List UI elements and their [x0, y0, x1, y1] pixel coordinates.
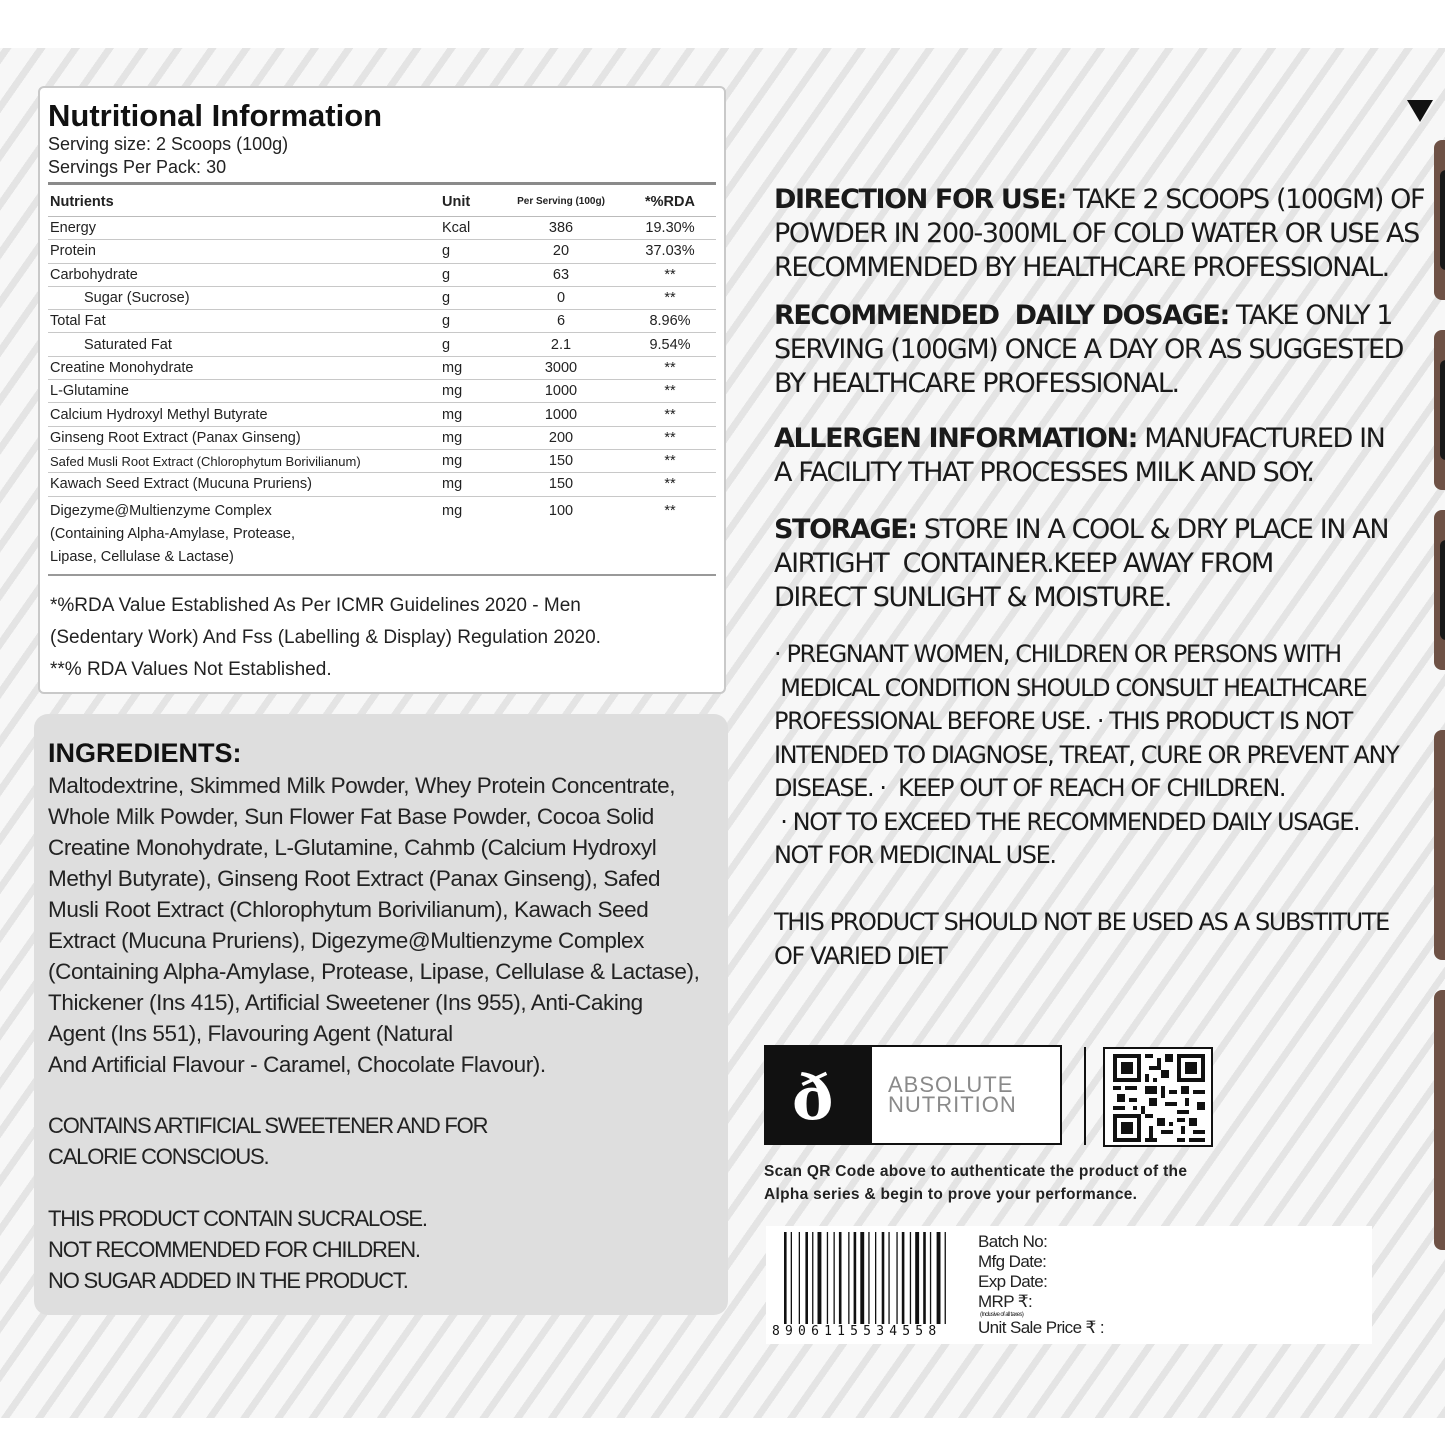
nutrient-value: 20 [498, 240, 622, 263]
brand-mark [766, 1047, 872, 1143]
footnote-line: *%RDA Value Established As Per ICMR Guidelines 2020 - Men [50, 595, 581, 616]
table-row [48, 380, 716, 403]
side-tab [1434, 140, 1445, 300]
sweetener-note [48, 1110, 487, 1172]
nutrient-name: Ginseng Root Extract (Panax Ginseng) [48, 426, 440, 449]
section-text: STORE IN A COOL & DRY PLACE IN AN [916, 514, 1389, 545]
brand-name-line: ABSOLUTE [888, 1072, 1014, 1097]
nutrient-rda: ** [622, 426, 716, 449]
section-text: BY HEALTHCARE PROFESSIONAL. [774, 368, 1179, 399]
nutrient-value: 3000 [498, 356, 622, 379]
nutrient-unit: g [440, 310, 498, 333]
divider [48, 574, 716, 576]
nutrient-name: Creatine Monohydrate [48, 356, 440, 379]
nutrient-value: 2.1 [498, 333, 622, 356]
nutrient-rda: 37.03% [622, 240, 716, 263]
nutrient-unit: g [440, 263, 498, 286]
nutrient-unit: mg [440, 356, 498, 379]
table-row [48, 286, 716, 309]
nutrient-rda: ** [622, 403, 716, 426]
table-row [48, 496, 716, 570]
footnote-line: **% RDA Values Not Established. [50, 659, 332, 680]
nutrition-table [48, 188, 716, 570]
section-text: RECOMMENDED BY HEALTHCARE PROFESSIONAL. [774, 252, 1389, 283]
section-text: A FACILITY THAT PROCESSES MILK AND SOY. [774, 457, 1314, 488]
storage [774, 513, 1388, 615]
nutrient-name: Carbohydrate [48, 263, 440, 286]
warning-line: NOT FOR MEDICINAL USE. [774, 841, 1056, 869]
divider [48, 182, 716, 185]
nutrient-rda: 8.96% [622, 310, 716, 333]
sucralose-note [48, 1203, 427, 1296]
divider [1084, 1047, 1086, 1145]
ingredients-panel [34, 714, 728, 1315]
warning-line: DISEASE. · KEEP OUT OF REACH OF CHILDREN. [774, 774, 1286, 802]
ingredients-line: Agent (Ins 551), Flavouring Agent (Natural [48, 1021, 453, 1046]
nutrient-rda: 9.54% [622, 333, 716, 356]
nutrient-name: Saturated Fat [48, 333, 440, 356]
nutrient-unit: g [440, 286, 498, 309]
nutrient-rda: ** [622, 380, 716, 403]
ingredients-line: And Artificial Flavour - Caramel, Chocolate Flavour). [48, 1052, 546, 1077]
mrp-label: MRP ₹: [978, 1292, 1033, 1311]
warning-line: INTENDED TO DIAGNOSE, TREAT, CURE OR PREVENT ANY [774, 740, 1399, 769]
nutrient-unit: g [440, 240, 498, 263]
nutrient-rda: ** [622, 263, 716, 286]
section-text: MANUFACTURED IN [1137, 423, 1385, 454]
nutrient-value: 150 [498, 473, 622, 496]
daily-dosage [774, 299, 1403, 401]
notice-line: THIS PRODUCT SHOULD NOT BE USED AS A SUBSTITUTE [774, 908, 1389, 936]
nutrient-name: Calcium Hydroxyl Methyl Butyrate [48, 403, 440, 426]
barcode-box [766, 1226, 1372, 1344]
nutrient-unit: mg [440, 473, 498, 496]
ingredients-line: Methyl Butyrate), Ginseng Root Extract (Panax Ginseng), Safed [48, 866, 661, 891]
batch-info [978, 1232, 1104, 1338]
ingredients-line: Thickener (Ins 415), Artificial Sweetener (Ins 955), Anti-Caking [48, 990, 643, 1015]
qr-code-icon [1113, 1054, 1205, 1142]
servings-per-pack: Servings Per Pack: 30 [48, 157, 227, 177]
scan-line: Scan QR Code above to authenticate the product of the [764, 1163, 1188, 1180]
col-nutrients: Nutrients [48, 188, 440, 217]
nutrient-value: 200 [498, 426, 622, 449]
ingredients-line: Maltodextrine, Skimmed Milk Powder, Whey Protein Concentrate, [48, 773, 676, 798]
ingredients-list [48, 770, 724, 1080]
ingredients-line: Musli Root Extract (Chlorophytum Borivilianum), Kawach Seed [48, 897, 649, 922]
rda-footnote [50, 590, 601, 686]
table-row [48, 449, 716, 472]
section-text: TAKE ONLY 1 [1228, 300, 1393, 331]
nutrient-unit: Kcal [440, 217, 498, 240]
brand-logo-box [764, 1045, 1062, 1145]
nutrient-name: Kawach Seed Extract (Mucuna Pruriens) [48, 473, 440, 496]
section-text: AIRTIGHT CONTAINER.KEEP AWAY FROM [774, 548, 1273, 579]
side-tab [1434, 730, 1445, 960]
mfg-date-label: Mfg Date: [978, 1252, 1047, 1271]
table-row [48, 333, 716, 356]
table-row [48, 263, 716, 286]
nutrient-unit: mg [440, 403, 498, 426]
exp-date-label: Exp Date: [978, 1272, 1048, 1291]
ingredients-line: Whole Milk Powder, Sun Flower Fat Base Powder, Cocoa Solid [48, 804, 654, 829]
warning-line: · PREGNANT WOMEN, CHILDREN OR PERSONS WITH [774, 640, 1341, 668]
ingredients-line: (Containing Alpha-Amylase, Protease, Lipase, Cellulase & Lactase), [48, 959, 700, 984]
table-row [48, 217, 716, 240]
nutrient-name: L-Glutamine [48, 380, 440, 403]
barcode-number: 8906115534558 [772, 1324, 942, 1339]
nutrient-rda: ** [622, 473, 716, 496]
direction-for-use [774, 183, 1424, 285]
nutrient-rda: ** [622, 286, 716, 309]
barcode-icon [784, 1232, 964, 1324]
scan-line: Alpha series & begin to prove your performance. [764, 1186, 1138, 1203]
nutrient-name-line: (Containing Alpha-Amylase, Protease, [50, 525, 296, 542]
table-row [48, 310, 716, 333]
section-text: POWDER IN 200-300ML OF COLD WATER OR USE AS [774, 218, 1419, 249]
nutrient-value: 100 [548, 502, 574, 519]
nutrient-value: 0 [498, 286, 622, 309]
serving-size: Serving size: 2 Scoops (100g) [48, 134, 289, 154]
warning-line: PROFESSIONAL BEFORE USE. · THIS PRODUCT IS NOT [774, 707, 1352, 735]
side-tab [1434, 330, 1445, 490]
brand-logo-icon: ð [792, 1061, 834, 1134]
nutrition-title: Nutritional Information [48, 98, 383, 133]
section-label: RECOMMENDED DAILY DOSAGE: [774, 300, 1229, 331]
nutrient-name: Safed Musli Root Extract (Chlorophytum Borivilianum) [48, 449, 440, 472]
section-label: ALLERGEN INFORMATION: [774, 423, 1138, 454]
table-row [48, 473, 716, 496]
note-line: NO SUGAR ADDED IN THE PRODUCT. [48, 1268, 408, 1293]
warnings [774, 638, 1398, 873]
nutrient-name: Energy [48, 217, 440, 240]
col-rda: *%RDA [622, 188, 716, 217]
unit-price-label: Unit Sale Price ₹ : [978, 1318, 1105, 1337]
warning-line: · NOT TO EXCEED THE RECOMMENDED DAILY USAGE. [774, 807, 1360, 836]
nutrient-name: Protein [48, 240, 440, 263]
note-line: THIS PRODUCT CONTAIN SUCRALOSE. [48, 1206, 427, 1231]
section-label: STORAGE: [774, 514, 917, 545]
nutrient-rda: ** [622, 356, 716, 379]
note-line: CONTAINS ARTIFICIAL SWEETENER AND FOR [48, 1113, 488, 1138]
notice-line: OF VARIED DIET [774, 941, 947, 970]
section-text: TAKE 2 SCOOPS (100GM) OF [1065, 184, 1425, 215]
table-row [48, 403, 716, 426]
substitute-notice [774, 906, 1389, 973]
nutrient-name-line: Digezyme@Multienzyme Complex [50, 502, 272, 519]
nutrient-value: 63 [498, 263, 622, 286]
batch-label: Batch No: [978, 1232, 1048, 1251]
nutrient-rda: ** [622, 449, 716, 472]
allergen-information [774, 422, 1384, 490]
section-label: DIRECTION FOR USE: [774, 184, 1066, 215]
note-line: CALORIE CONSCIOUS. [48, 1144, 269, 1169]
nutrient-rda: 19.30% [622, 217, 716, 240]
nutrition-panel [38, 86, 726, 694]
nutrient-name: Sugar (Sucrose) [48, 286, 440, 309]
ingredients-line: Creatine Monohydrate, L-Glutamine, Cahmb (Calcium Hydroxyl [48, 835, 657, 860]
nutrient-name [48, 496, 440, 570]
table-row [48, 426, 716, 449]
section-text: SERVING (100GM) ONCE A DAY OR AS SUGGESTED [774, 334, 1404, 365]
scan-instructions [764, 1160, 1187, 1206]
col-per-serving: Per Serving (100g) [498, 188, 622, 217]
table-row [48, 356, 716, 379]
nutrient-value: 386 [498, 217, 622, 240]
nutrient-unit: g [440, 333, 498, 356]
qr-code[interactable] [1103, 1047, 1213, 1147]
section-text: DIRECT SUNLIGHT & MOISTURE. [774, 582, 1172, 613]
nutrient-value: 1000 [498, 403, 622, 426]
nutrient-value: 150 [498, 449, 622, 472]
triangle-down-icon [1407, 100, 1433, 122]
brand-name [888, 1072, 1017, 1117]
nutrient-unit: mg [440, 380, 498, 403]
nutrient-name-line: Lipase, Cellulase & Lactase) [50, 548, 234, 565]
ingredients-line: Extract (Mucuna Pruriens), Digezyme@Multienzyme Complex [48, 928, 645, 953]
nutrient-value: 1000 [498, 380, 622, 403]
nutrient-name: Total Fat [48, 310, 440, 333]
nutrient-unit: mg [440, 426, 498, 449]
nutrient-value: 6 [498, 310, 622, 333]
nutrient-rda: ** [664, 502, 676, 519]
side-tab [1434, 510, 1445, 670]
footnote-line: (Sedentary Work) And Fss (Labelling & Display) Regulation 2020. [50, 627, 601, 648]
brand-name-line: NUTRITION [888, 1092, 1017, 1117]
mrp-note: (Inclusive of all taxes) [980, 1312, 1024, 1318]
ingredients-title: INGREDIENTS: [48, 738, 242, 768]
col-unit: Unit [440, 188, 498, 217]
table-row [48, 240, 716, 263]
warning-line: MEDICAL CONDITION SHOULD CONSULT HEALTHCARE [774, 673, 1367, 702]
nutrient-unit: mg [440, 449, 498, 472]
side-tab [1434, 990, 1445, 1250]
nutrient-unit: mg [442, 502, 463, 519]
note-line: NOT RECOMMENDED FOR CHILDREN. [48, 1237, 420, 1262]
